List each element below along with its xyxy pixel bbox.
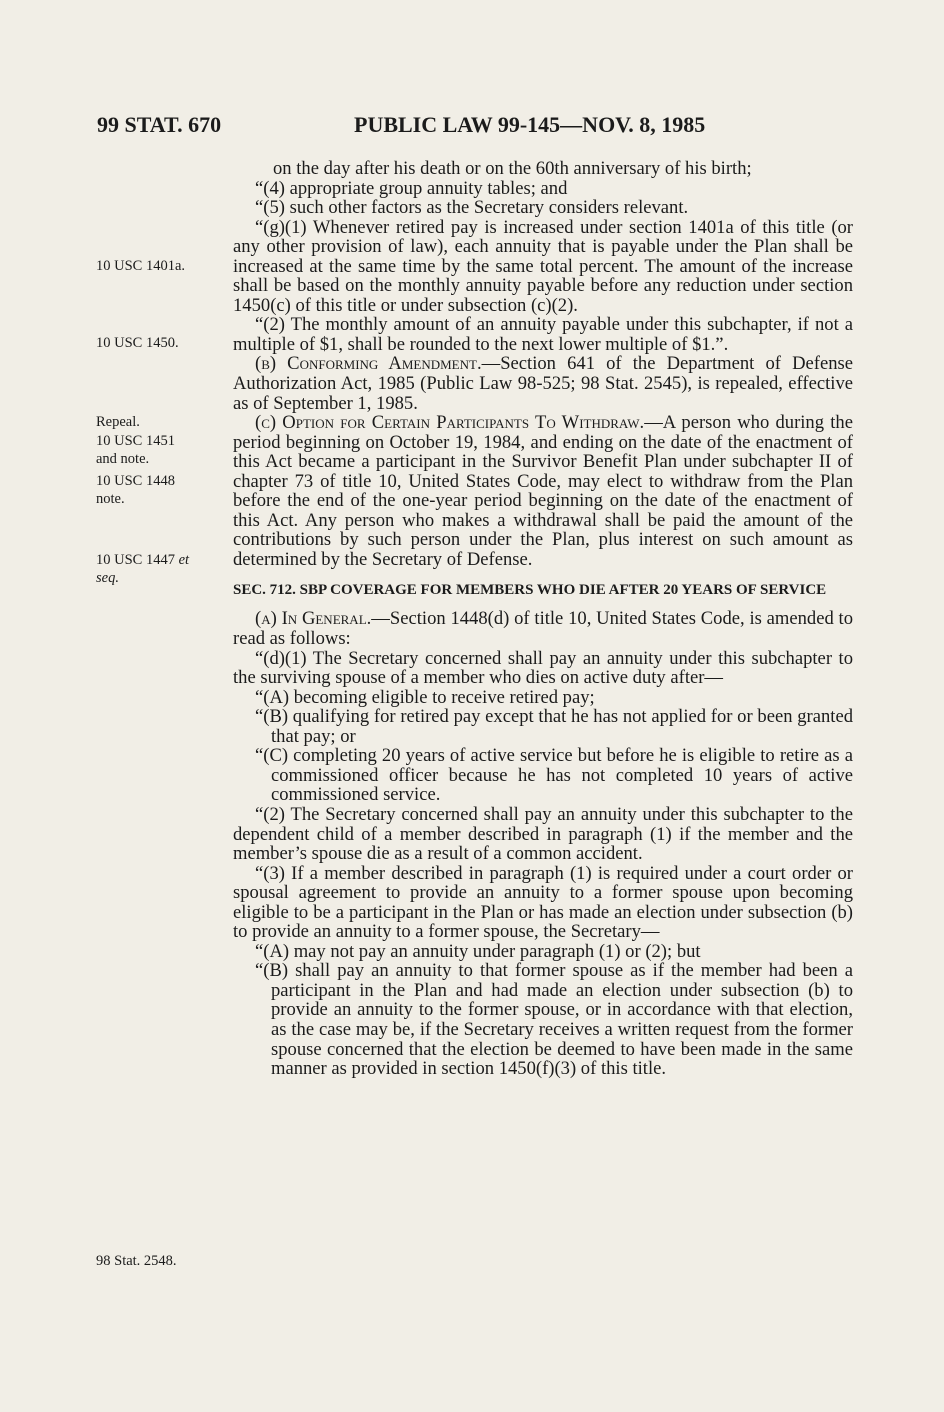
paragraph: “(4) appropriate group annuity tables; and	[255, 177, 568, 199]
stat-page-number: 99 STAT. 670	[97, 112, 222, 137]
margin-note-line: 10 USC 1448	[96, 473, 175, 489]
margin-note: 10 USC 1401a.	[96, 258, 186, 274]
margin-note: Repeal.	[96, 414, 140, 430]
body-text	[233, 159, 853, 1079]
paragraph: “(A) may not pay an annuity under paragraph (1) or (2); but	[255, 940, 701, 962]
paragraph: “(B) qualifying for retired pay except that he has not applied for or been granted that pay; or	[255, 706, 853, 747]
margin-note: 98 Stat. 2548.	[96, 1253, 177, 1269]
paragraph: “(3) If a member described in paragraph (1) is required under a court order or spousal agreement to provide an annuity to a former spouse upon becoming eligible to be a participant in the Plan or has made an election under subsection (b) to provide an annuity to a former spouse, the Secretary—	[233, 862, 853, 943]
margin-note-italic: seq.	[96, 570, 119, 586]
paragraph: “(B) shall pay an annuity to that former spouse as if the member had been a participant in the Plan and had made an election under subsection (b) to provide an annuity to the former spouse, or in accordance with that election, as the case may be, if the Secretary receives a written request from the former spouse concerned that the election be deemed to have been made in the same manner as provided in section 1450(f)(3) of this title.	[255, 960, 853, 1080]
section-heading: SEC. 712. SBP COVERAGE FOR MEMBERS WHO DIE AFTER 20 YEARS OF SERVICE	[233, 582, 827, 599]
paragraph: “(5) such other factors as the Secretary considers relevant.	[255, 197, 689, 219]
paragraph-heading: (c) Option for Certain Participants To Withdraw.	[255, 412, 645, 434]
margin-note	[96, 551, 189, 587]
paragraph: “(2) The monthly amount of an annuity payable under this subchapter, if not a multiple of $1, shall be rounded to the next lower multiple of $1.”.	[233, 314, 853, 355]
paragraph: “(g)(1) Whenever retired pay is increased under section 1401a of this title (or any other provision of law), each annuity that is payable under the Plan shall be increased at the same time by the same total percent. The amount of the increase shall be based on the monthly annuity payable before any reduction under section 1450(c) of this title or under subsection (c)(2).	[233, 216, 853, 316]
margin-note-line: and note.	[96, 451, 150, 467]
paragraph-text: —Section 1448(d) of title 10, United States Code, is amended to read as follows:	[233, 608, 854, 650]
margin-note-line: note.	[96, 491, 125, 507]
margin-note-line: 10 USC 1451	[96, 433, 175, 449]
paragraph-text: —Section 641 of the Department of Defense Authorization Act, 1985 (Public Law 98-525; 98 Stat. 2545), is repealed, effective as of September 1, 1985.	[233, 353, 853, 414]
paragraph-heading: (a) In General.	[255, 608, 372, 630]
margin-note-line	[96, 569, 189, 587]
paragraph: “(d)(1) The Secretary concerned shall pay an annuity under this subchapter to the surviving spouse of a member who dies on active duty after—	[233, 647, 853, 689]
margin-note-italic: et	[178, 552, 190, 568]
paragraph: “(C) completing 20 years of active service but before he is eligible to retire as a commissioned officer because he has not completed 10 years of active commissioned service.	[255, 745, 853, 806]
margin-note-line	[96, 551, 189, 569]
paragraph	[233, 609, 853, 648]
paragraph: “(2) The Secretary concerned shall pay an annuity under this subchapter to the dependent child of a member described in paragraph (1) if the member and the member’s spouse die as a result of a common accident.	[233, 803, 853, 865]
paragraph-text: —A person who during the period beginning on October 19, 1984, and ending on the date of the enactment of this Act became a participant in the Survivor Benefit Plan under subchapter II of chapter 73 of title 10, United States Code, may elect to withdraw from the Plan before the end of the one-year period beginning on the date of the enactment of this Act. Any person who makes a withdrawal shall be paid the amount of the contributions by such person under the Plan, plus interest on such amount as determined by the Secretary of Defense.	[233, 412, 853, 570]
paragraph	[233, 354, 853, 413]
paragraph: “(A) becoming eligible to receive retired pay;	[255, 686, 595, 708]
running-title: PUBLIC LAW 99-145—NOV. 8, 1985	[354, 112, 706, 137]
paragraph-heading: (b) Conforming Amendment.	[255, 353, 482, 375]
margin-note	[96, 472, 175, 508]
margin-note	[96, 432, 175, 468]
paragraph	[233, 413, 853, 569]
margin-note-text: 10 USC 1447	[96, 552, 179, 568]
margin-note: 10 USC 1450.	[96, 335, 179, 351]
paragraph: on the day after his death or on the 60th anniversary of his birth;	[273, 158, 752, 179]
